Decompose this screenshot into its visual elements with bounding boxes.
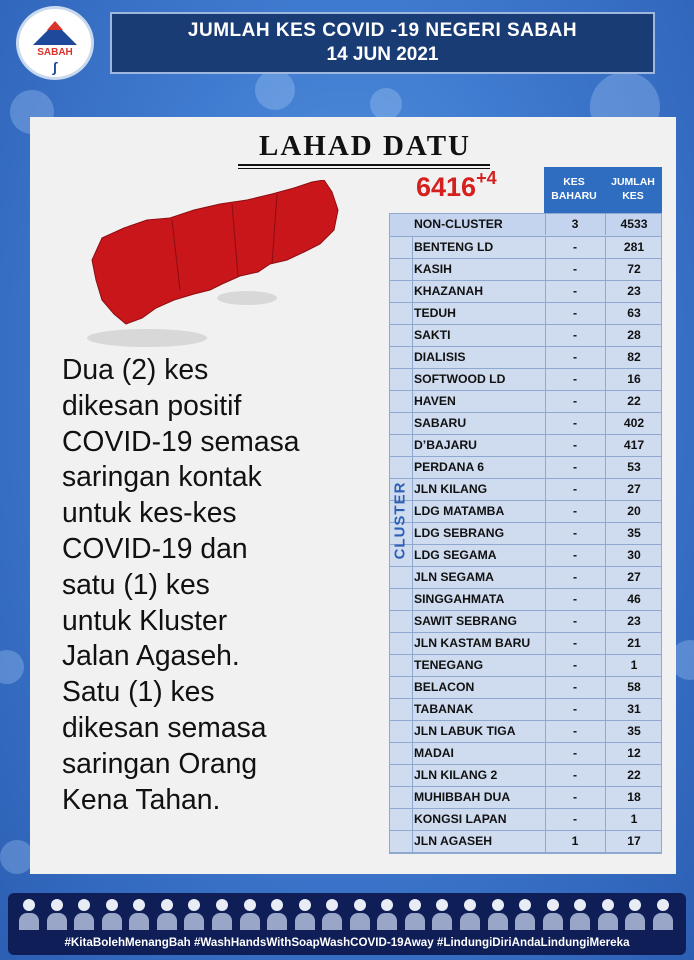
row-name: LDG MATAMBA [414,504,505,518]
person-icon [128,898,150,930]
row-name: JLN KASTAM BARU [414,636,531,650]
total-cases: 6416 [416,172,477,202]
row-name: JLN SEGAMA [414,570,494,584]
header-label: JUMLAH [611,176,655,188]
row-name: SABARU [414,416,467,430]
row-total: 63 [627,306,641,320]
row-new: 1 [571,834,579,848]
row-new: - [572,636,578,650]
row-name: JLN KILANG 2 [414,768,498,782]
row-name: MADAI [414,746,454,760]
row-new: - [572,460,578,474]
frontliner-icons [18,898,674,934]
header-label: KES [563,176,585,188]
row-name: JLN AGASEH [414,834,493,848]
person-icon [156,898,178,930]
row-total: 1 [630,658,638,672]
row-name: KHAZANAH [414,284,484,298]
row-name: BELACON [414,680,475,694]
table-row [390,765,661,787]
cluster-label-text: CLUSTER [391,481,409,560]
table-row-non-cluster [390,214,661,237]
table-row [390,523,661,545]
map-shadow [217,291,277,305]
description-line: dikesan semasa [62,710,267,743]
description-line: COVID-19 semasa [62,424,300,457]
person-icon [569,898,591,930]
row-total: 20 [627,504,641,518]
row-total: 1 [630,812,638,826]
row-name: LDG SEBRANG [414,526,505,540]
row-total: 22 [627,768,641,782]
row-new: - [572,790,578,804]
row-new: - [572,306,578,320]
row-new: - [572,394,578,408]
row-total: 281 [623,240,645,254]
row-new: - [572,724,578,738]
person-icon [321,898,343,930]
row-new: - [572,328,578,342]
row-name: NON-CLUSTER [414,217,503,231]
row-total: 53 [627,460,641,474]
row-name: JLN LABUK TIGA [414,724,516,738]
table-row [390,303,661,325]
footer-hashtags: #KitaBolehMenangBah #WashHandsWithSoapWashCOVID-19Away #LindungiDiriAndaLindungiMereka [64,936,630,949]
description-line: saringan kontak [62,460,262,493]
table-row [390,699,661,721]
district-map [62,180,352,350]
table-row [390,347,661,369]
cases-table [389,213,662,854]
description-line: Satu (1) kes [62,675,215,708]
row-new: - [572,702,578,716]
row-total: 31 [627,702,641,716]
row-name: SOFTWOOD LD [414,372,506,386]
district-underline-thin [238,168,490,169]
row-total: 22 [627,394,641,408]
row-new: - [572,658,578,672]
row-new: - [572,746,578,760]
table-row [390,457,661,479]
table-row [390,787,661,809]
row-name: TABANAK [414,702,474,716]
column-header-new-cases [544,167,604,213]
person-icon [239,898,261,930]
row-name: DIALISIS [414,350,466,364]
person-icon [73,898,95,930]
title-banner [110,12,655,74]
row-name: BENTENG LD [414,240,494,254]
row-total: 18 [627,790,641,804]
virus-decoration-icon [0,650,24,684]
table-row [390,611,661,633]
map-shadow [87,329,207,347]
row-name: HAVEN [414,394,456,408]
person-icon [431,898,453,930]
row-new: - [572,812,578,826]
person-icon [624,898,646,930]
row-new: - [572,592,578,606]
description-line: untuk kes-kes [62,496,237,529]
description-line: COVID-19 dan [62,531,248,564]
person-icon [211,898,233,930]
person-icon [18,898,40,930]
row-new: - [572,768,578,782]
row-total: 16 [627,372,641,386]
table-row [390,633,661,655]
row-total: 35 [627,724,641,738]
row-new: - [572,526,578,540]
row-new: - [572,240,578,254]
table-row [390,567,661,589]
person-icon [542,898,564,930]
person-icon [266,898,288,930]
district-total [416,168,497,203]
row-new: - [572,438,578,452]
row-name: LDG SEGAMA [414,548,497,562]
table-row [390,721,661,743]
table-row [390,809,661,831]
new-cases-increase: +4 [476,168,497,188]
table-row [390,479,661,501]
table-row [390,435,661,457]
description-line: dikesan positif [62,388,242,421]
row-name: TEDUH [414,306,456,320]
page-title: JUMLAH KES COVID -19 NEGERI SABAH [187,20,578,41]
description-line: untuk Kluster [62,603,228,636]
table-row [390,237,661,259]
row-new: - [572,416,578,430]
row-name: D’BAJARU [414,438,477,452]
row-total: 46 [627,592,641,606]
table-row [390,281,661,303]
table-row [390,831,661,853]
row-new: - [572,284,578,298]
person-icon [514,898,536,930]
district-underline [238,164,490,166]
person-icon [652,898,674,930]
row-total: 402 [623,416,645,430]
row-total: 30 [627,548,641,562]
row-new: - [572,372,578,386]
header-label: KES [622,190,644,202]
sabah-logo [16,6,94,80]
row-total: 82 [627,350,641,364]
row-new: - [572,680,578,694]
row-name: KASIH [414,262,452,276]
page-date: 14 JUN 2021 [326,44,439,65]
table-row [390,501,661,523]
row-new: - [572,482,578,496]
row-total: 23 [627,614,641,628]
person-icon [459,898,481,930]
logo-swoosh-icon: ∫ [53,59,57,75]
row-total: 72 [627,262,641,276]
row-total: 417 [623,438,645,452]
row-name: PERDANA 6 [414,460,484,474]
table-row [390,369,661,391]
person-icon [101,898,123,930]
person-icon [183,898,205,930]
column-header-total-cases [604,167,662,213]
table-row [390,589,661,611]
row-total: 12 [627,746,641,760]
row-new: - [572,262,578,276]
table-row [390,545,661,567]
person-icon [349,898,371,930]
row-name: SAWIT SEBRANG [414,614,517,628]
row-total: 35 [627,526,641,540]
description-line: Jalan Agaseh. [62,639,240,672]
virus-decoration-icon [255,70,295,110]
description-line: Dua (2) kes [62,353,209,385]
table-row [390,391,661,413]
row-new: - [572,614,578,628]
table-row [390,655,661,677]
virus-decoration-icon [370,88,402,120]
row-total: 27 [627,570,641,584]
row-name: SINGGAHMATA [414,592,505,606]
row-name: KONGSI LAPAN [414,812,507,826]
row-new: - [572,504,578,518]
row-new: - [572,548,578,562]
person-icon [404,898,426,930]
logo-text: SABAH [37,47,73,58]
row-total: 28 [627,328,641,342]
person-icon [294,898,316,930]
row-total: 58 [627,680,641,694]
description-line: saringan Orang [62,746,258,779]
case-description [62,352,382,817]
person-icon [46,898,68,930]
row-name: TENEGANG [414,658,484,672]
row-new: - [572,570,578,584]
person-icon [376,898,398,930]
header-label: BAHARU [551,190,597,202]
row-name: JLN KILANG [414,482,488,496]
row-new: - [572,350,578,364]
row-total: 27 [627,482,641,496]
mountain-peak-icon [47,21,63,30]
row-new: 3 [571,217,579,231]
table-row [390,743,661,765]
district-name: LAHAD DATU [259,130,471,162]
row-total: 23 [627,284,641,298]
row-total: 4533 [620,217,648,231]
row-name: MUHIBBAH DUA [414,790,511,804]
table-row [390,677,661,699]
lahad-datu-map-shape [92,180,338,324]
row-total: 17 [627,834,641,848]
table-row [390,259,661,281]
person-icon [487,898,509,930]
virus-decoration-icon [0,840,34,874]
row-name: SAKTI [414,328,451,342]
table-row [390,413,661,435]
row-total: 21 [627,636,641,650]
cluster-label [389,458,413,588]
description-line: Kena Tahan. [62,782,221,815]
description-line: satu (1) kes [62,567,210,600]
person-icon [597,898,619,930]
table-row [390,325,661,347]
